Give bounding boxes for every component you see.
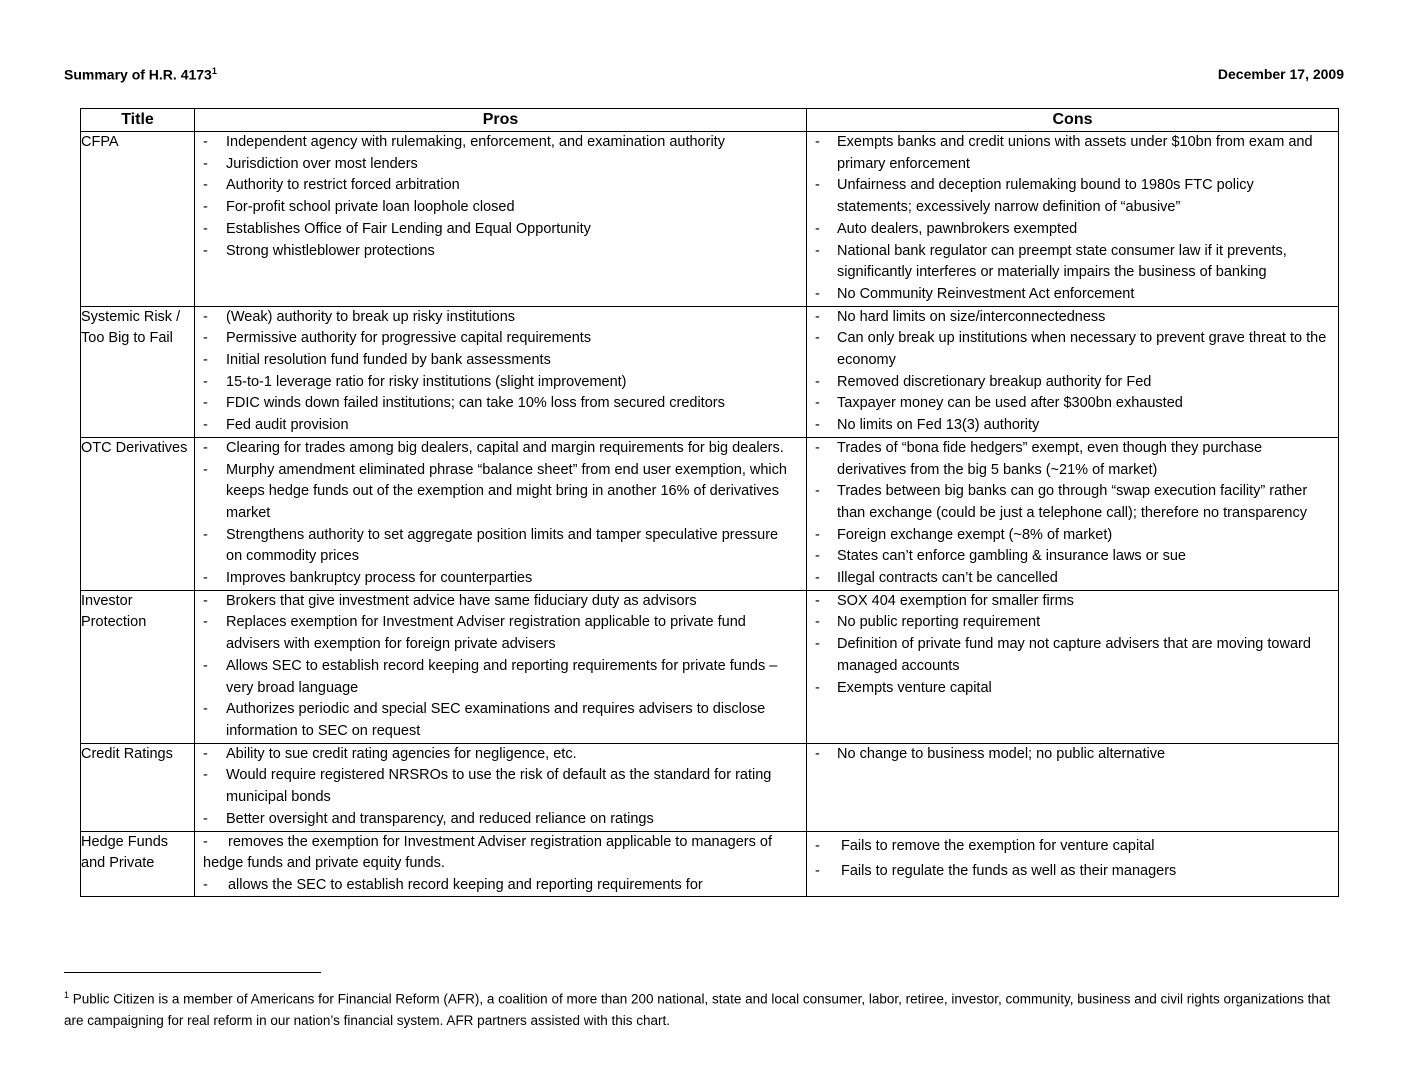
list-item: - Improves bankruptcy process for counterparties [195, 568, 798, 590]
footnote-marker: 1 [64, 990, 70, 1000]
list-item: - No change to business model; no public alternative [807, 744, 1330, 766]
list-item: - For-profit school private loan loophole closed [195, 197, 798, 219]
cons-cell [807, 437, 1339, 590]
list-item: - Clearing for trades among big dealers, capital and margin requirements for big dealers. [195, 438, 798, 460]
pros-cell [195, 743, 807, 831]
list-item: - Replaces exemption for Investment Adviser registration applicable to private fund advisers with exemption for foreign private advisers [195, 612, 798, 655]
summary-table [80, 108, 1339, 897]
pros-list [195, 438, 806, 590]
table-row [81, 437, 1339, 590]
document-title: Summary of H.R. 4173$^1$ [64, 66, 217, 83]
pros-text [195, 832, 806, 896]
list-item: - No Community Reinvestment Act enforcement [807, 284, 1330, 306]
list-item: - Can only break up institutions when necessary to prevent grave threat to the economy [807, 328, 1330, 371]
list-item: - Trades of “bona fide hedgers” exempt, even though they purchase derivatives from the big 5 banks (~21% of market) [807, 438, 1330, 481]
list-item: - Fails to regulate the funds as well as their managers [807, 861, 1330, 883]
row-title-investor-protection: Investor Protection [81, 590, 195, 743]
footnote-divider [64, 972, 321, 973]
list-item: - Permissive authority for progressive capital requirements [195, 328, 798, 350]
table-row [81, 831, 1339, 896]
pros-cell [195, 437, 807, 590]
list-item: - Exempts venture capital [807, 678, 1330, 700]
pros-list [195, 744, 806, 831]
list-item: - Strong whistleblower protections [195, 241, 798, 263]
column-header-cons: Cons [807, 109, 1339, 132]
list-item: - Authorizes periodic and special SEC examinations and requires advisers to disclose information to SEC on request [195, 699, 798, 742]
cons-cell [807, 831, 1339, 896]
list-item: - Taxpayer money can be used after $300bn exhausted [807, 393, 1330, 415]
pros-cell [195, 306, 807, 437]
list-item: - Unfairness and deception rulemaking bound to 1980s FTC policy statements; excessively narrow definition of “abusive” [807, 175, 1330, 218]
list-item: - Independent agency with rulemaking, enforcement, and examination authority [195, 132, 798, 154]
cons-cell [807, 306, 1339, 437]
pros-cell [195, 590, 807, 743]
column-header-pros: Pros [195, 109, 807, 132]
list-item: - Auto dealers, pawnbrokers exempted [807, 219, 1330, 241]
list-item: - 15-to-1 leverage ratio for risky institutions (slight improvement) [195, 372, 798, 394]
cons-list [807, 744, 1338, 766]
list-item: - Ability to sue credit rating agencies for negligence, etc. [195, 744, 798, 766]
list-item: - No limits on Fed 13(3) authority [807, 415, 1330, 437]
document-date: December 17, 2009 [1217, 66, 1344, 82]
list-item: - (Weak) authority to break up risky institutions [195, 307, 798, 329]
pros-cell [195, 831, 807, 896]
row-title-credit-ratings: Credit Ratings [81, 743, 195, 831]
pros-list [195, 591, 806, 743]
table-row [81, 132, 1339, 307]
table-header-row [81, 109, 1339, 132]
cons-list [807, 591, 1338, 700]
list-item: - No hard limits on size/interconnectedness [807, 307, 1330, 329]
footnote [64, 985, 1344, 1031]
cons-list [807, 132, 1338, 306]
list-item: - SOX 404 exemption for smaller firms [807, 591, 1330, 613]
list-item: - FDIC winds down failed institutions; can take 10% loss from secured creditors [195, 393, 798, 415]
row-title-text: Hedge Funds and Private [81, 833, 169, 872]
list-item: - Fails to remove the exemption for venture capital [807, 836, 1330, 858]
list-item: - Definition of private fund may not capture advisers that are moving toward managed accounts [807, 634, 1330, 677]
list-item: - Illegal contracts can’t be cancelled [807, 568, 1330, 590]
list-item: - Exempts banks and credit unions with assets under $10bn from exam and primary enforcement [807, 132, 1330, 175]
list-item: - Fed audit provision [195, 415, 798, 437]
list-item: - Initial resolution fund funded by bank assessments [195, 350, 798, 372]
table-row [81, 743, 1339, 831]
cons-cell [807, 743, 1339, 831]
list-item: - Trades between big banks can go through “swap execution facility” rather than exchange (could be just a telephone call); therefore no transparency [807, 481, 1330, 524]
list-item: - Strengthens authority to set aggregate position limits and tamper speculative pressure on commodity prices [195, 525, 798, 568]
list-item: - Jurisdiction over most lenders [195, 154, 798, 176]
list-item: - Allows SEC to establish record keeping and reporting requirements for private funds – very broad language [195, 656, 798, 699]
cons-list [807, 438, 1338, 590]
list-item: - Brokers that give investment advice have same fiduciary duty as advisors [195, 591, 798, 613]
cons-cell [807, 590, 1339, 743]
footnote-marker: 1 [211, 66, 217, 76]
cons-list [807, 836, 1338, 883]
cons-list [807, 307, 1338, 437]
list-item: - States can’t enforce gambling & insurance laws or sue [807, 546, 1330, 568]
list-item: - Authority to restrict forced arbitration [195, 175, 798, 197]
column-header-title: Title [81, 109, 195, 132]
list-item: - Better oversight and transparency, and reduced reliance on ratings [195, 809, 798, 831]
list-item: - Establishes Office of Fair Lending and Equal Opportunity [195, 219, 798, 241]
table-row [81, 306, 1339, 437]
list-item: - removes the exemption for Investment Adviser registration applicable to managers of hedge funds and private equity funds. [203, 833, 773, 872]
row-title-cfpa: CFPA [81, 132, 195, 307]
row-title-systemic-risk: Systemic Risk / Too Big to Fail [81, 306, 195, 437]
footnote-text: Public Citizen is a member of Americans for Financial Reform (AFR), a coalition of more than 200 national, state and local consumer, labor, retiree, investor, community, business and civil rights organizations that are campaigning for real reform in our nation’s financial system. AFR partners assisted with this chart. [64, 991, 1331, 1028]
list-item: - Would require registered NRSROs to use the risk of default as the standard for rating municipal bonds [195, 765, 798, 808]
cons-cell [807, 132, 1339, 307]
pros-list [195, 307, 806, 437]
list-item: - Murphy amendment eliminated phrase “balance sheet” from end user exemption, which keeps hedge funds out of the exemption and might bring in another 16% of derivatives market [195, 460, 798, 525]
list-item: - allows the SEC to establish record keeping and reporting requirements for [203, 876, 703, 893]
pros-cell [195, 132, 807, 307]
list-item: - National bank regulator can preempt state consumer law if it prevents, significantly interferes or materially impairs the business of banking [807, 241, 1330, 284]
pros-list [195, 132, 806, 262]
table-row [81, 590, 1339, 743]
row-title-otc-derivatives: OTC Derivatives [81, 437, 195, 590]
list-item: - No public reporting requirement [807, 612, 1330, 634]
list-item: - Foreign exchange exempt (~8% of market) [807, 525, 1330, 547]
list-item: - Removed discretionary breakup authority for Fed [807, 372, 1330, 394]
row-title-hedge-funds [81, 831, 195, 896]
